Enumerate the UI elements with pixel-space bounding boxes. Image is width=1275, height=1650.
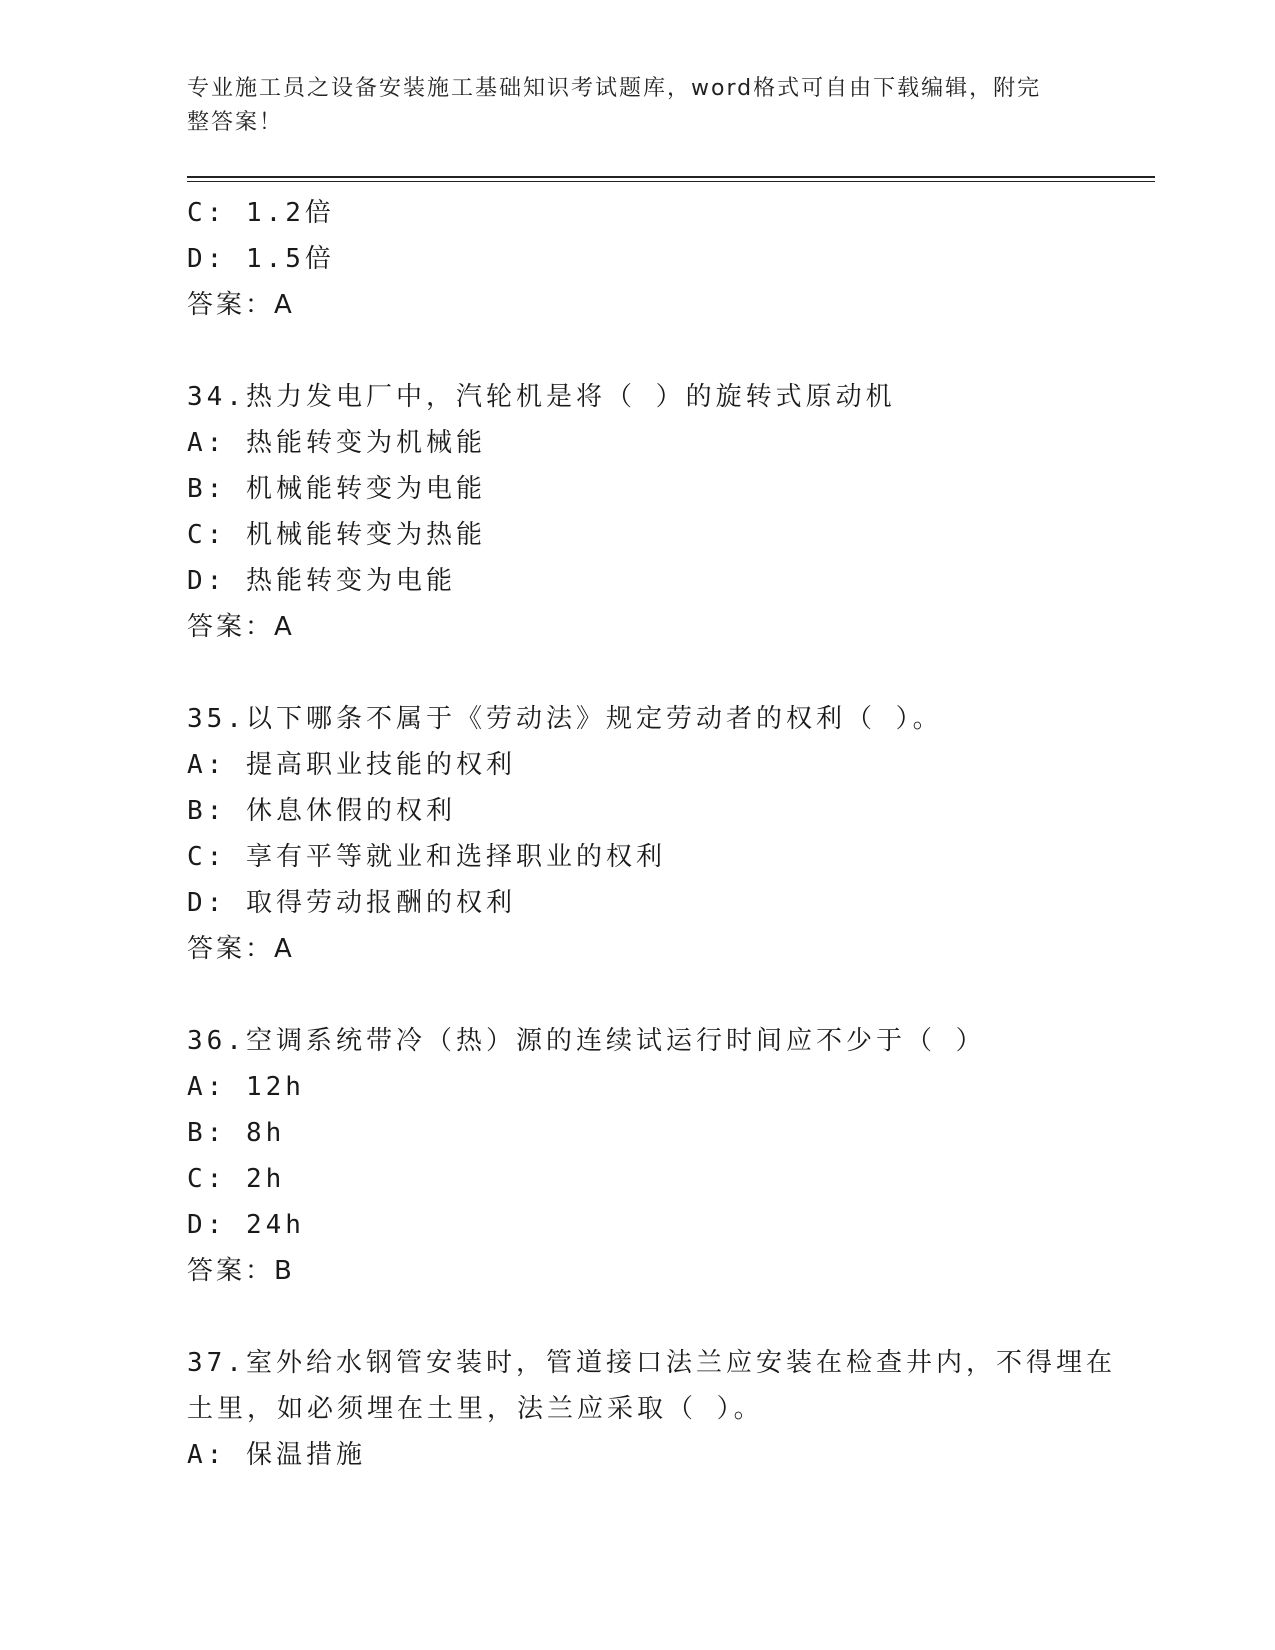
option-d: D: 热能转变为电能 (187, 566, 456, 596)
option-c: C: 享有平等就业和选择职业的权利 (187, 842, 666, 872)
question-36 (187, 1018, 1147, 1294)
header-line-1: 专业施工员之设备安装施工基础知识考试题库，word格式可自由下载编辑，附完 (187, 76, 1042, 101)
option-c: C: 1.2倍 (187, 198, 335, 228)
question-stem-line-2: 土里，如必须埋在土里，法兰应采取（ ）。 (187, 1394, 764, 1424)
question-list (187, 190, 1147, 1478)
answer-line: 答案：A (187, 290, 295, 320)
option-b: B: 机械能转变为电能 (187, 474, 486, 504)
question-35 (187, 696, 1147, 972)
header-rule-thin (187, 181, 1155, 182)
question-stem: 35.以下哪条不属于《劳动法》规定劳动者的权利（ ）。 (187, 704, 943, 734)
option-d: D: 1.5倍 (187, 244, 335, 274)
option-a: A: 热能转变为机械能 (187, 428, 486, 458)
header-line-2: 整答案！ (187, 110, 284, 135)
option-b: B: 休息休假的权利 (187, 796, 456, 826)
option-c: C: 2h (187, 1164, 286, 1194)
answer-line: 答案：A (187, 612, 295, 642)
question-37 (187, 1340, 1147, 1478)
question-stem-line-1: 37.室外给水钢管安装时，管道接口法兰应安装在检查井内，不得埋在 (187, 1348, 1116, 1378)
answer-line: 答案：B (187, 1256, 295, 1286)
question-34 (187, 374, 1147, 650)
answer-line: 答案：A (187, 934, 295, 964)
option-d: D: 24h (187, 1210, 305, 1240)
question-prev (187, 190, 1147, 328)
option-a: A: 保温措施 (187, 1440, 366, 1470)
option-b: B: 8h (187, 1118, 286, 1148)
document-header (187, 72, 1087, 140)
question-stem: 34.热力发电厂中，汽轮机是将（ ）的旋转式原动机 (187, 382, 896, 412)
question-stem: 36.空调系统带冷（热）源的连续试运行时间应不少于（ ） (187, 1026, 986, 1056)
option-a: A: 提高职业技能的权利 (187, 750, 516, 780)
option-a: A: 12h (187, 1072, 305, 1102)
header-rule-thick (187, 176, 1155, 178)
option-c: C: 机械能转变为热能 (187, 520, 486, 550)
option-d: D: 取得劳动报酬的权利 (187, 888, 516, 918)
